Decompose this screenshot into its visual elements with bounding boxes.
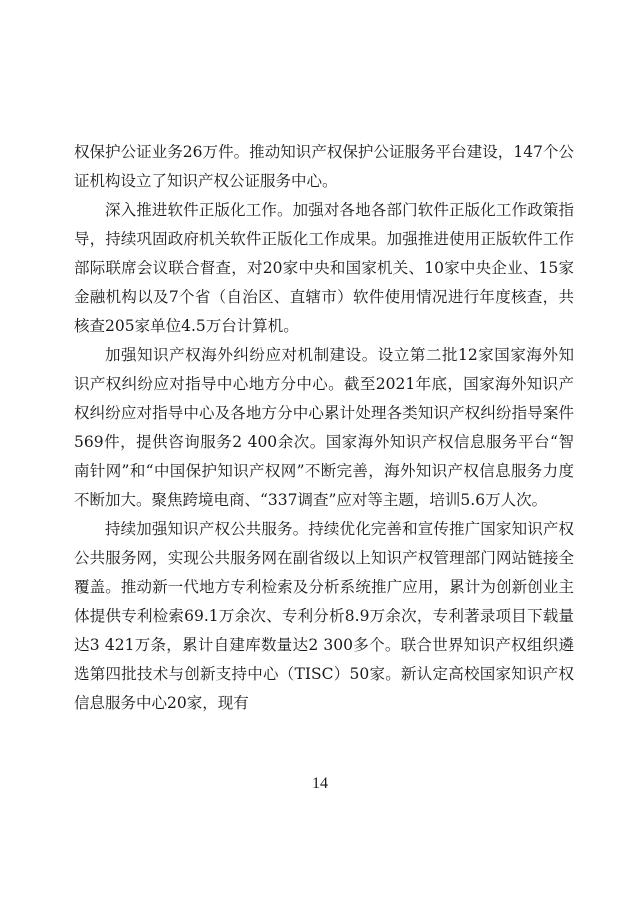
paragraph-2: 深入推进软件正版化工作。加强对各地各部门软件正版化工作政策指导，持续巩固政府机关软件正版化工作成果。加强推进使用正版软件工作部际联席会议联合督查，对20家中央和国家机关、10家中央企业、15家金融机构以及7个省（自治区、直辖市）软件使用情况进行年度核查，共核查205家单位4.5万台计算机。 [74,201,574,335]
page-number: 14 [312,775,328,792]
body-text [74,138,574,718]
paragraph-1: 权保护公证业务26万件。推动知识产权保护公证服务平台建设，147个公证机构设立了知识产权公证服务中心。 [74,143,574,190]
paragraph-3: 加强知识产权海外纠纷应对机制建设。设立第二批12家国家海外知识产权纠纷应对指导中心地方分中心。截至2021年底，国家海外知识产权纠纷应对指导中心及各地方分中心累计处理各类知识产权纠纷指导案件569件，提供咨询服务2 400余次。国家海外知识产权信息服务平台“智南针网”和“中国保护知识产权网”不断完善，海外知识产权信息服务力度不断加大。聚焦跨境电商、“337调查”应对等主题，培训5.6万人次。 [74,346,574,509]
paragraph-4: 持续加强知识产权公共服务。持续优化完善和宣传推广国家知识产权公共服务网，实现公共服务网在副省级以上知识产权管理部门网站链接全覆盖。推动新一代地方专利检索及分析系统推广应用，累计为创新创业主体提供专利检索69.1万余次、专利分析8.9万余次，专利著录项目下载量达3 421万条，累计自建库数量达2 300多个。联合世界知识产权组织遴选第四批技术与创新支持中心（TISC）50家。新认定高校国家知识产权信息服务中心20家，现有 [74,520,574,712]
